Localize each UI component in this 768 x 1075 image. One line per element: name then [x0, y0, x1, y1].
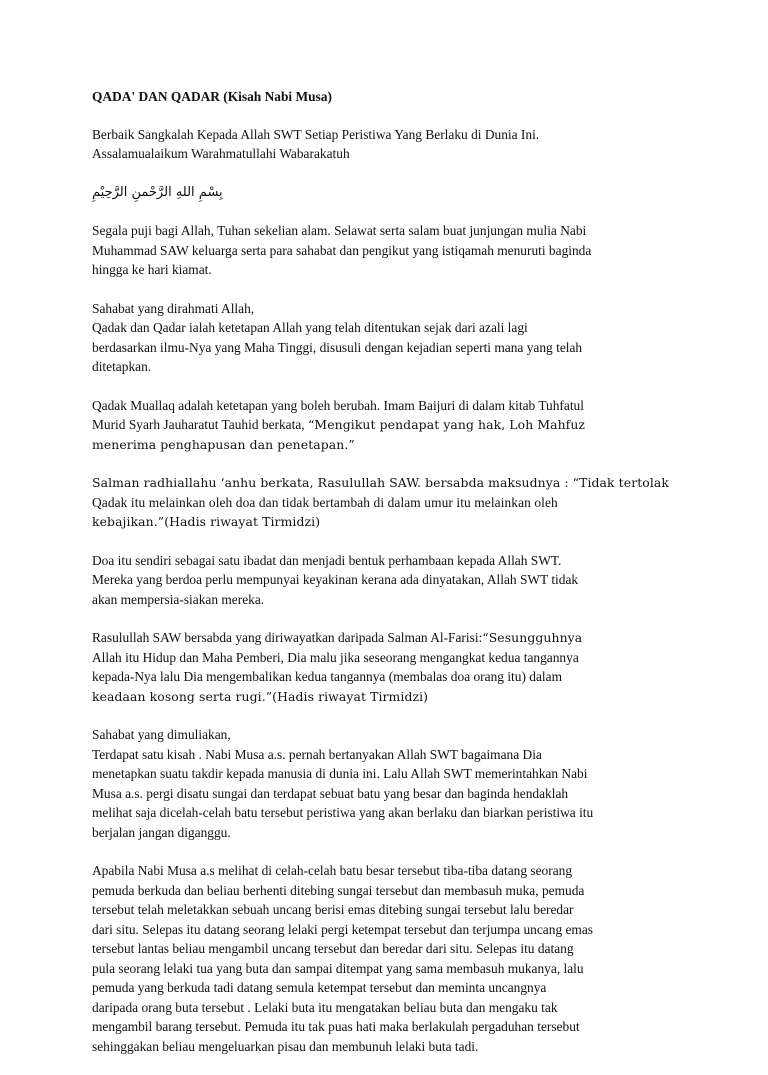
document-page [92, 87, 682, 1075]
text-line: akan mempersia-siakan mereka. [92, 591, 265, 607]
text-line: Allah itu Hidup dan Maha Pemberi, Dia malu jika seseorang mengangkat kedua tangannya [92, 649, 579, 665]
text-line: Segala puji bagi Allah, Tuhan sekelian alam. Selawat serta salam buat junjungan mulia Nabi [92, 223, 587, 238]
text-line: Qadak Muallaq adalah ketetapan yang boleh berubah. Imam Baijuri di dalam kitab Tuhfatul [92, 397, 584, 413]
text-line: ditetapkan. [92, 359, 152, 374]
text-line: pemuda yang berkuda tadi datang semula ketempat tersebut dan meminta uncangnya [92, 980, 547, 995]
text-line: Apabila Nabi Musa a.s melihat di celah-celah batu besar tersebut tiba-tiba datang seorang [92, 863, 573, 878]
text-line: Mereka yang berdoa perlu mempunyai keyakinan kerana ada dinyatakan, Allah SWT tidak [92, 572, 579, 587]
text-line: berjalan jangan diganggu. [92, 824, 231, 840]
quote-segment: “Sesungguhnya [482, 630, 583, 645]
text-line: melihat saja dicelah-celah batu tersebut peristiwa yang akan berlaku dan biarkan peristiwa itu [92, 805, 594, 820]
text-segment: Rasulullah SAW bersabda yang diriwayatkan daripada Salman Al-Farisi: [92, 630, 483, 645]
greeting-line: Assalamualaikum Warahmatullahi Wabarakatuh [92, 146, 350, 161]
text-line: Terdapat satu kisah . Nabi Musa a.s. pernah bertanyakan Allah SWT bagaimana Dia [92, 746, 542, 762]
paragraph-story-events [92, 861, 682, 1056]
text-line: kepada-Nya lalu Dia mengembalikan kedua tangannya (membalas doa orang itu) dalam [92, 669, 562, 684]
text-line: Salman radhiallahu ‘anhu berkata, Rasulullah SAW. bersabda maksudnya : “Tidak tertolak [92, 475, 670, 490]
text-line: tersebut lantas beliau mengambil uncang tersebut dan beredar dari situ. Selepas itu datang [92, 941, 574, 956]
text-line: sehinggakan beliau mengeluarkan pisau dan membunuh lelaki buta tadi. [92, 1038, 479, 1054]
text-line: tersebut telah meletakkan sebuah uncang berisi emas ditebing sungai tersebut lalu beredar [92, 902, 574, 917]
quote-segment: “Mengikut pendapat yang hak, Loh Mahfuz [307, 417, 586, 432]
text-line: pula seorang lelaki tua yang buta dan sampai ditempat yang sama membasuh mukanya, lalu [92, 960, 584, 976]
text-line: mengambil barang tersebut. Pemuda itu tak puas hati maka berlakulah pergaduhan tersebut [92, 1019, 580, 1034]
document-title: QADA' DAN QADAR (Kisah Nabi Musa) [92, 89, 332, 104]
citation-line: kebajikan.”(Hadis riwayat Tirmidzi) [92, 514, 321, 529]
paragraph-qadak-definition [92, 299, 682, 377]
text-line: daripada orang buta tersebut . Lelaki buta itu mengatakan beliau buta dan mengaku tak [92, 999, 558, 1015]
text-segment: Murid Syarh Jauharatut Tauhid berkata, [92, 417, 308, 432]
text-line: menetapkan suatu takdir kepada manusia di dunia ini. Lalu Allah SWT memerintahkan Nabi [92, 766, 588, 781]
text-line: Sahabat yang dimuliakan, [92, 727, 231, 742]
paragraph-doa [92, 551, 682, 610]
text-line: Qadak dan Qadar ialah ketetapan Allah yang telah ditentukan sejak dari azali lagi [92, 320, 528, 335]
basmalah-text: بِسْمِ اللهِ الرَّحْمنِ الرَّحِيْمِ [92, 184, 223, 200]
citation-line: keadaan kosong serta rugi.”(Hadis riwayat Tirmidzi) [92, 688, 429, 704]
intro-line: Berbaik Sangkalah Kepada Allah SWT Setiap Peristiwa Yang Berlaku di Dunia Ini. [92, 126, 540, 142]
text-line: pemuda berkuda dan beliau berhenti ditebing sungai tersebut dan membasuh muka, pemuda [92, 882, 585, 898]
paragraph-qadak-muallaq [92, 396, 682, 455]
text-line: Doa itu sendiri sebagai satu ibadat dan menjadi bentuk perhambaan kepada Allah SWT. [92, 552, 562, 568]
text-line: Sahabat yang dirahmati Allah, [92, 300, 255, 316]
text-line: Qadak itu melainkan oleh doa dan tidak bertambah di dalam umur itu melainkan oleh [92, 494, 558, 510]
paragraph-praise [92, 221, 682, 280]
quote-line: menerima penghapusan dan penetapan.” [92, 436, 355, 452]
text-line: berdasarkan ilmu-Nya yang Maha Tinggi, disusuli dengan kejadian seperti mana yang telah [92, 339, 583, 355]
text-line: dari situ. Selepas itu datang seorang lelaki pergi ketempat tersebut dan terjumpa uncang emas [92, 921, 593, 937]
text-line: Musa a.s. pergi disatu sungai dan terdapat sebuat batu yang besar dan baginda hendaklah [92, 785, 569, 801]
text-line [92, 415, 682, 435]
text-line [92, 628, 682, 648]
paragraph-nabi-musa-story [92, 725, 682, 842]
text-line: Muhammad SAW keluarga serta para sahabat dan pengikut yang istiqamah menuruti baginda [92, 242, 592, 258]
text-line: hingga ke hari kiamat. [92, 262, 212, 277]
intro-paragraph [92, 125, 682, 164]
paragraph-rasulullah-hadith [92, 628, 682, 706]
paragraph-salman-hadith [92, 473, 682, 532]
